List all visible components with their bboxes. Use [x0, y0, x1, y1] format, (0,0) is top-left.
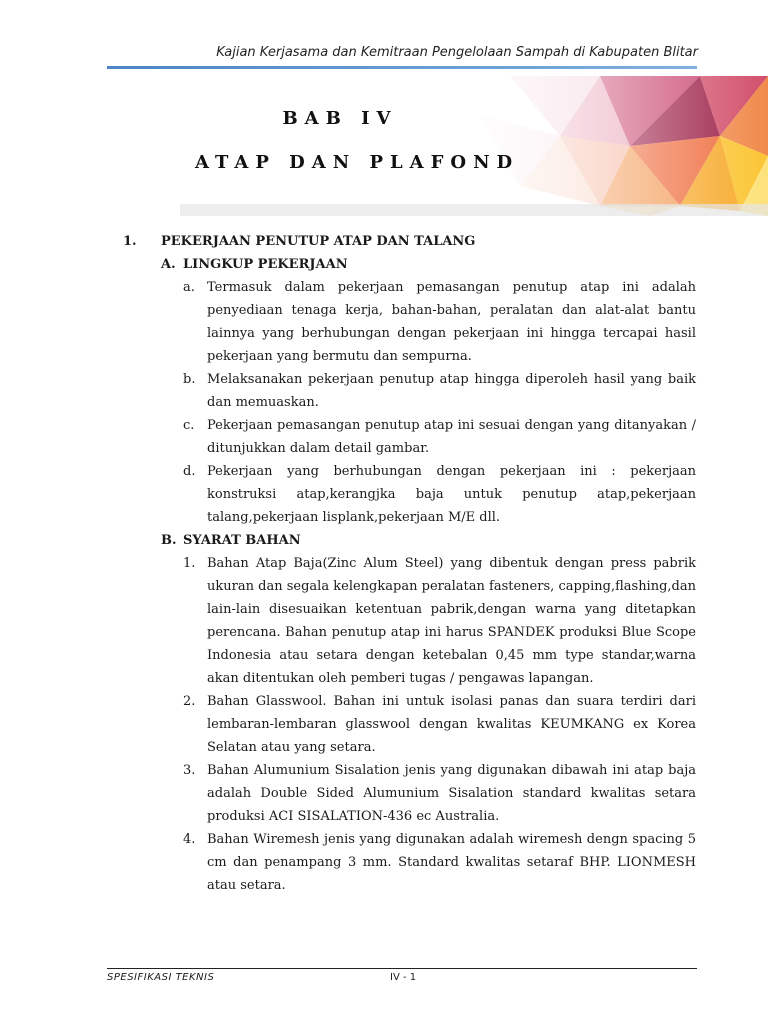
chapter-title: ATAP DAN PLAFOND — [195, 152, 520, 173]
list-item-mark: 4. — [183, 832, 196, 847]
list-item-mark: c. — [183, 418, 195, 433]
page-number: IV - 1 — [390, 972, 417, 983]
list-item: Bahan Glasswool. Bahan ini untuk isolasi panas dan suara terdiri dari lembaran-lembaran glasswool dengan kwalitas KEUMKANG ex Korea Selatan atau yang setara. — [207, 694, 696, 755]
list-item-mark: a. — [183, 280, 195, 295]
subsection-b-number: B. — [161, 533, 177, 548]
list-item: Bahan Alumunium Sisalation jenis yang digunakan dibawah ini atap baja adalah Double Sided Alumunium Sisalation standard kwalitas setara produksi ACI SISALATION-436 ec Australia. — [207, 763, 696, 824]
list-item: Bahan Atap Baja(Zinc Alum Steel) yang dibentuk dengan press pabrik ukuran dan segala kelengkapan peralatan fasteners, capping,flashing,dan lain-lain disesuaikan ketentuan pabrik,dengan warna yang ditetapkan perencana. Bahan penutup atap ini harus SPANDEK produksi Blue Scope Indonesia atau setara dengan ketebalan 0,45 mm type standar,warna akan ditentukan oleh pemberi tugas / pengawas lapangan. — [207, 556, 696, 686]
list-item-mark: 2. — [183, 694, 196, 709]
list-item: Pekerjaan pemasangan penutup atap ini sesuai dengan yang ditanyakan / ditunjukkan dalam detail gambar. — [207, 418, 696, 456]
subsection-a-number: A. — [161, 257, 176, 272]
footer-rule — [107, 968, 697, 969]
list-item-mark: 3. — [183, 763, 196, 778]
subsection-a-title: LINGKUP PEKERJAAN — [183, 257, 348, 272]
header-rule — [107, 66, 697, 69]
list-item-mark: 1. — [183, 556, 196, 571]
list-item: Melaksanakan pekerjaan penutup atap hingga diperoleh hasil yang baik dan memuaskan. — [207, 372, 696, 410]
subsection-b-title: SYARAT BAHAN — [183, 533, 301, 548]
chapter-number: BAB IV — [282, 108, 398, 129]
footer-label: SPESIFIKASI TEKNIS — [107, 972, 215, 983]
decorative-banner — [180, 76, 768, 216]
running-header: Kajian Kerjasama dan Kemitraan Pengelolaan Sampah di Kabupaten Blitar — [216, 45, 698, 60]
section-title: PEKERJAAN PENUTUP ATAP DAN TALANG — [161, 234, 476, 249]
list-item-mark: b. — [183, 372, 196, 387]
list-item: Termasuk dalam pekerjaan pemasangan penutup atap ini adalah penyediaan tenaga kerja, bahan-bahan, peralatan dan alat-alat bantu lainnya yang berhubungan dengan pekerjaan ini hingga tercapai hasil pekerjaan yang bermutu dan sempurna. — [207, 280, 696, 364]
list-item-mark: d. — [183, 464, 196, 479]
section-number: 1. — [123, 234, 137, 249]
list-item: Bahan Wiremesh jenis yang digunakan adalah wiremesh dengn spacing 5 cm dan penampang 3 mm. Standard kwalitas setaraf BHP. LIONMESH atau setara. — [207, 832, 696, 893]
list-item: Pekerjaan yang berhubungan dengan pekerjaan ini : pekerjaan konstruksi atap,kerangjka baja untuk penutup atap,pekerjaan talang,pekerjaan lisplank,pekerjaan M/E dll. — [207, 464, 696, 525]
polygon-art-icon — [180, 76, 768, 216]
